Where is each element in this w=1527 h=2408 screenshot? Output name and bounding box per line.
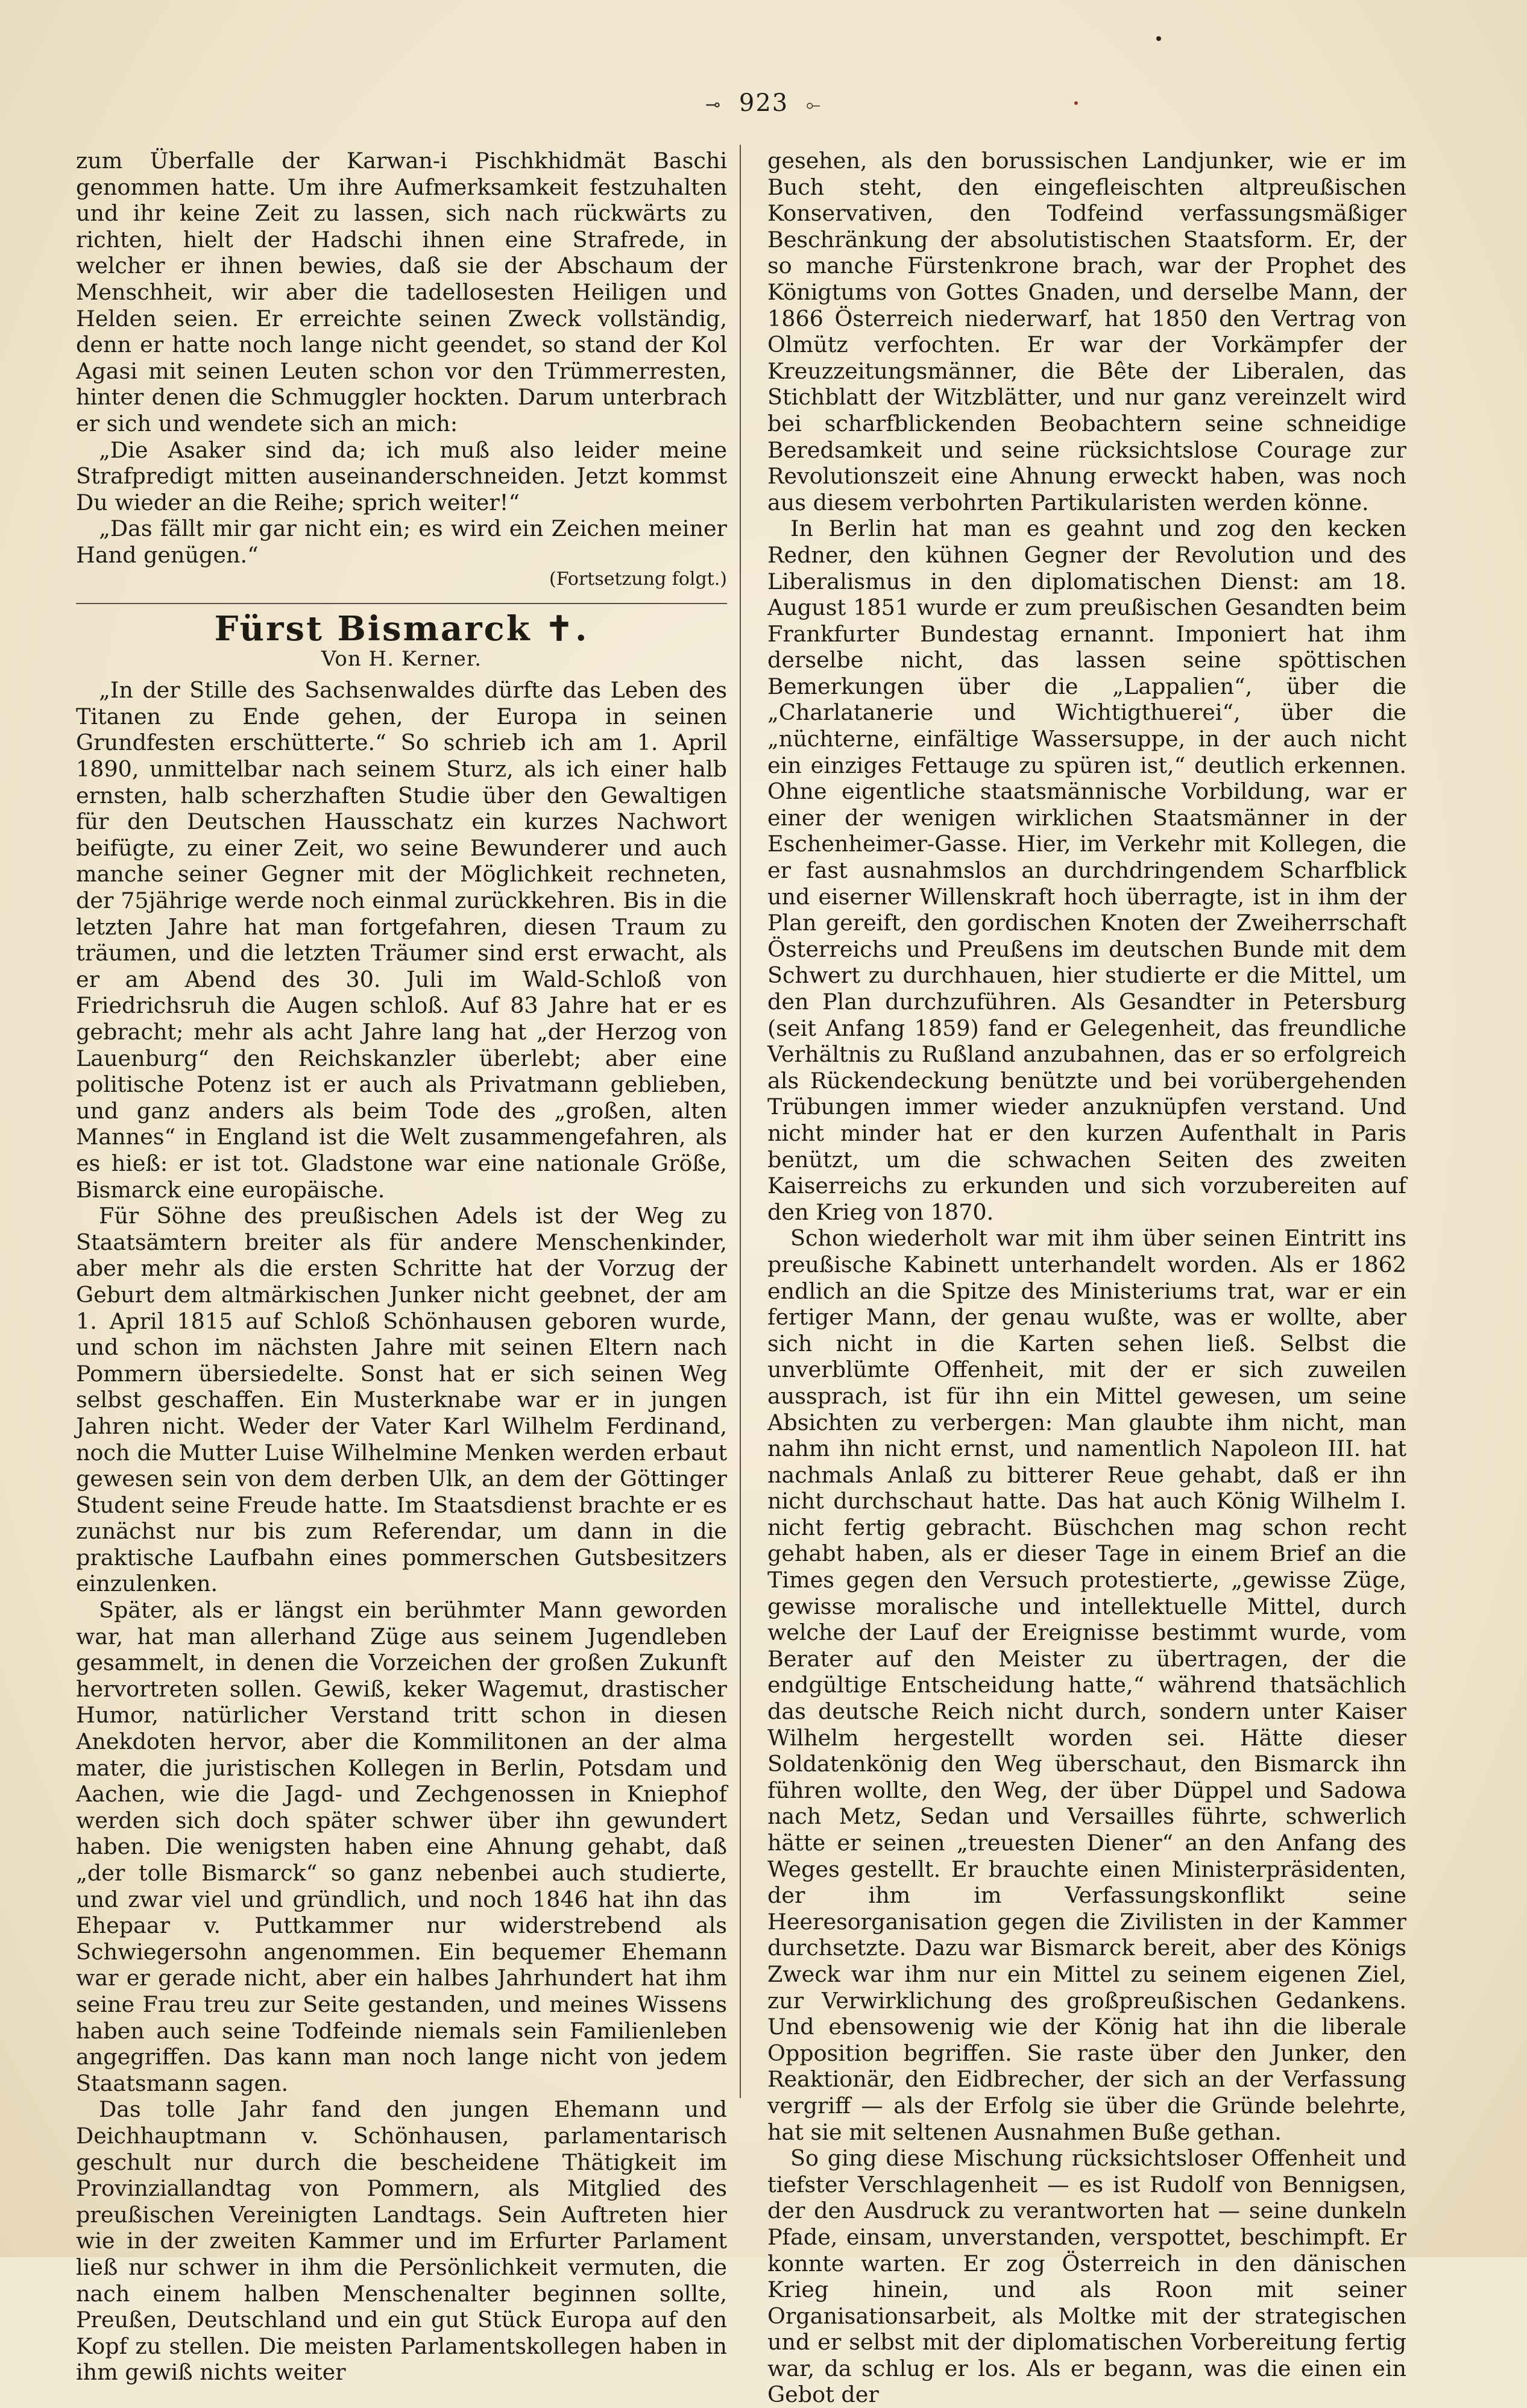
article-title: Fürst Bismarck ✝. (214, 609, 589, 649)
article-paragraph: „In der Stille des Sachsenwaldes dürfte das Leben des Titanen zu Ende gehen, der Europa in seinen Grundfesten erschütterte.“ So schrieb ich am 1. April 1890, unmittelbar nach seinem Sturz, als ich einer halb ernsten, halb scherzhaften Studie über den Gewaltigen für den Deutschen Hausschatz ein kurzes Nachwort beifügte, zu einer Zeit, wo seine Bewunderer und auch manche seiner Gegner mit der Möglichkeit rechneten, der 75jährige werde noch einmal zurückkehren. Bis in die letzten Jahre hat man fortgefahren, diesen Traum zu träumen, und die letzten Träumer sind erst erwacht, als er am Abend des 30. Juli im Wald-Schloß von Friedrichsruh die Augen schloß. Auf 83 Jahre hat er es gebracht; mehr als acht Jahre lang hat „der Herzog von Lauenburg“ den Reichskanzler überlebt; aber eine politische Potenz ist er auch als Privatmann geblieben, und ganz anders als beim Tode des „großen, alten Mannes“ in England ist die Welt zusammengefahren, als es hieß: er ist tot. Gladstone war eine nationale Größe, Bismarck eine europäische. (76, 677, 727, 1203)
article-paragraph: Für Söhne des preußischen Adels ist der Weg zu Staatsämtern breiter als für andere Menschenkinder, aber mehr als die ersten Schritte hat der Vorzug der Geburt dem altmärkischen Junker nicht geebnet, der am 1. April 1815 auf Schloß Schönhausen geboren wurde, und schon im nächsten Jahre mit seinen Eltern nach Pommern übersiedelte. Sonst hat er sich seinen Weg selbst geschaffen. Ein Musterknabe war er in jungen Jahren nicht. Weder der Vater Karl Wilhelm Ferdinand, noch die Mutter Luise Wilhelmine Menken werden erbaut gewesen sein von dem derben Ulk, an dem der Göttinger Student seine Freude hatte. Im Staatsdienst brachte er es zunächst nur bis zum Referendar, um dann in die praktische Laufbahn eines pommerschen Gutsbesitzers einzulenken. (76, 1203, 727, 1597)
article-paragraph: In Berlin hat man es geahnt und zog den kecken Redner, den kühnen Gegner der Revolution und des Liberalismus in den diplomatischen Dienst: am 18. August 1851 wurde er zum preußischen Gesandten beim Frankfurter Bundestag ernannt. Imponiert hat ihm derselbe nicht, das lassen seine spöttischen Bemerkungen über die „Lappalien“, über die „Charlatanerie und Wichtigthuerei“, über die „nüchterne, einfältige Wassersuppe, in der auch nicht ein einziges Fettauge zu spüren ist,“ deutlich erkennen. Ohne eigentliche staatsmännische Vorbildung, war er einer der wenigen wirklichen Staatsmänner in der Eschenheimer-Gasse. Hier, im Verkehr mit Kollegen, die er fast ausnahmslos an durchdringendem Scharfblick und eiserner Willenskraft hoch überragte, ist in ihm der Plan gereift, den gordischen Knoten der Zweiherrschaft Österreichs und Preußens im deutschen Bunde mit dem Schwert zu durchhauen, hier studierte er die Mittel, um den Plan durchzuführen. Als Gesandter in Petersburg (seit Anfang 1859) fand er Gelegenheit, das freundliche Verhältnis zu Rußland anzubahnen, das er so erfolgreich als Rückendeckung benützte und bei vorübergehenden Trübungen immer wieder anzuknüpfen verstand. Und nicht minder hat er den kurzen Aufenthalt in Paris benützt, um die schwachen Seiten des zweiten Kaiserreichs zu erkunden und sich vorzubereiten auf den Krieg von 1870. (767, 515, 1406, 1225)
story-paragraph: „Die Asaker sind da; ich muß also leider meine Strafpredigt mitten auseinanderschneiden. Jetzt kommst Du wieder an die Reihe; sprich weiter!“ (76, 437, 727, 515)
article-author: Von H. Kerner. (321, 646, 482, 671)
article-paragraph: So ging diese Mischung rücksichtsloser Offenheit und tiefster Verschlagenheit — es ist Rudolf von Bennigsen, der den Ausdruck zu verantworten hat — seine dunkeln Pfade, einsam, unverstanden, verspottet, beschimpft. Er konnte warten. Er zog Österreich in den dänischen Krieg hinein, und als Roon mit seiner Organisationsarbeit, als Moltke mit der strategischen und er selbst mit der diplomatischen Vorbereitung fertig war, da schlug er los. Als er begann, was die einen ein Gebot der (767, 2145, 1406, 2408)
article-paragraph: gesehen, als den borussischen Landjunker, wie er im Buch steht, den eingefleischten altpreußischen Konservativen, den Todfeind verfassungsmäßiger Beschränkung der absolutistischen Staatsform. Er, der so manche Fürstenkrone brach, war der Prophet des Königtums von Gottes Gnaden, und derselbe Mann, der 1866 Österreich niederwarf, hat 1850 den Vertrag von Olmütz verfochten. Er war der Vorkämpfer der Kreuzzeitungsmänner, die Bête der Liberalen, das Stichblatt der Witzblätter, und nur ganz vereinzelt wird bei scharfblickenden Beobachtern seine schneidige Beredsamkeit und seine rücksichtslose Courage zur Revolutionszeit eine Ahnung erweckt haben, was noch aus diesem verbohrten Partikularisten werden könne. (767, 148, 1406, 515)
article-paragraph: Schon wiederholt war mit ihm über seinen Eintritt ins preußische Kabinett unterhandelt worden. Als er 1862 endlich an die Spitze des Ministeriums trat, war er ein fertiger Mann, der genau wußte, was er wollte, aber sich nicht in die Karten sehen ließ. Selbst die unverblümte Offenheit, mit der er sich zuweilen aussprach, ist für ihn ein Mittel gewesen, um seine Absichten zu verbergen: Man glaubte ihm nicht, man nahm ihn nicht ernst, und namentlich Napoleon III. hat nachmals Anlaß zu bitterer Reue gehabt, daß er ihn nicht durchschaut hatte. Das hat auch König Wilhelm I. nicht fertig gebracht. Büschchen mag schon recht gehabt haben, als er dieser Tage in einem Brief an die Times gegen den Versuch protestierte, „gewisse Züge, gewisse moralische und intellektuelle Mittel, durch welche der Lauf der Ereignisse bestimmt wurde, vom Berater auf den Meister zu übertragen, der die endgültige Entscheidung hatte,“ während thatsächlich das deutsche Reich nicht durch, sondern unter Kaiser Wilhelm hergestellt worden sei. Hätte dieser Soldatenkönig den Weg überschaut, den Bismarck ihn führen wollte, den Weg, der über Düppel und Sadowa nach Metz, Sedan und Versailles führte, schwerlich hätte er seinen „treuesten Diener“ an den Anfang des Weges gestellt. Er brauchte einen Ministerpräsidenten, der ihm im Verfassungskonflikt seine Heeresorganisation gegen die Zivilisten in der Kammer durchsetzte. Dazu war Bismarck bereit, aber des Königs Zweck war ihm nur ein Mittel zu seinem eigenen Ziel, zur Verwirklichung des großpreußischen Gedankens. Und ebensowenig wie der König hat ihn die liberale Opposition begriffen. Sie raste über den Junker, den Reaktionär, den Eidbrecher, der sich an der Verfassung vergriff — als der Erfolg sie über die Gründe belehrte, hat sie mit seltenen Ausnahmen Buße gethan. (767, 1225, 1406, 2145)
column-divider (740, 145, 741, 2098)
ink-speck (1156, 36, 1161, 41)
right-column (767, 148, 1406, 2408)
page-header (0, 89, 1527, 117)
left-column (76, 148, 727, 2386)
article-paragraph: Später, als er längst ein berühmter Mann geworden war, hat man allerhand Züge aus seinem Jugendleben gesammelt, in denen die Vorzeichen der großen Zukunft hervortreten sollen. Gewiß, keker Wagemut, drastischer Humor, natürlicher Verstand tritt schon in diesen Anekdoten hervor, aber die Kommilitonen an der alma mater, die juristischen Kollegen in Berlin, Potsdam und Aachen, wie die Jagd- und Zechgenossen in Kniephof werden sich doch später schwer über ihn gewundert haben. Die wenigsten haben eine Ahnung gehabt, daß „der tolle Bismarck“ so ganz nebenbei auch studierte, und zwar viel und gründlich, und noch 1846 hat ihn das Ehepaar v. Puttkammer nur widerstrebend als Schwiegersohn angenommen. Ein bequemer Ehemann war er gerade nicht, aber ein halbes Jahrhundert hat ihm seine Frau treu zur Seite gestanden, und meines Wissens haben auch seine Todfeinde niemals sein Familienleben angegriffen. Das kann man noch lange nicht von jedem Staatsmann sagen. (76, 1597, 727, 2096)
section-rule (76, 603, 727, 604)
ornament-left-icon: ⊸ (705, 94, 722, 116)
story-continuation: zum Überfalle der Karwan-i Pischkhidmät Baschi genommen hatte. Um ihre Aufmerksamkeit festzuhalten und ihr keine Zeit zu lassen, sich nach rückwärts zu richten, hielt der Hadschi ihnen eine Strafrede, in welcher er ihnen bewies, daß sie der Abschaum der Menschheit, wir aber die tadellosesten Heiligen und Helden seien. Er erreichte seinen Zweck vollständig, denn er hatte noch lange nicht geendet, so stand der Kol Agasi mit seinen Leuten schon vor den Trümmerresten, hinter denen die Schmuggler hockten. Darum unterbrach er sich und wendete sich an mich: (76, 148, 727, 437)
continuation-note: (Fortsetzung folgt.) (549, 568, 727, 590)
story-paragraph: „Das fällt mir gar nicht ein; es wird ein Zeichen meiner Hand genügen.“ (76, 515, 727, 568)
page-number: 923 (738, 89, 789, 117)
ornament-right-icon: ⟜ (805, 94, 822, 116)
article-paragraph: Das tolle Jahr fand den jungen Ehemann und Deichhauptmann v. Schönhausen, parlamentarisch geschult nur durch die bescheidene Thätigkeit im Provinziallandtag von Pommern, als Mitglied des preußischen Vereinigten Landtags. Sein Auftreten hier wie in der zweiten Kammer und im Erfurter Parlament ließ nur schwer in ihm die Persönlichkeit vermuten, die nach einem halben Menschenalter beginnen sollte, Preußen, Deutschland und ein gut Stück Europa auf den Kopf zu stellen. Die meisten Parlamentskollegen haben in ihm gewiß nichts weiter (76, 2096, 727, 2386)
